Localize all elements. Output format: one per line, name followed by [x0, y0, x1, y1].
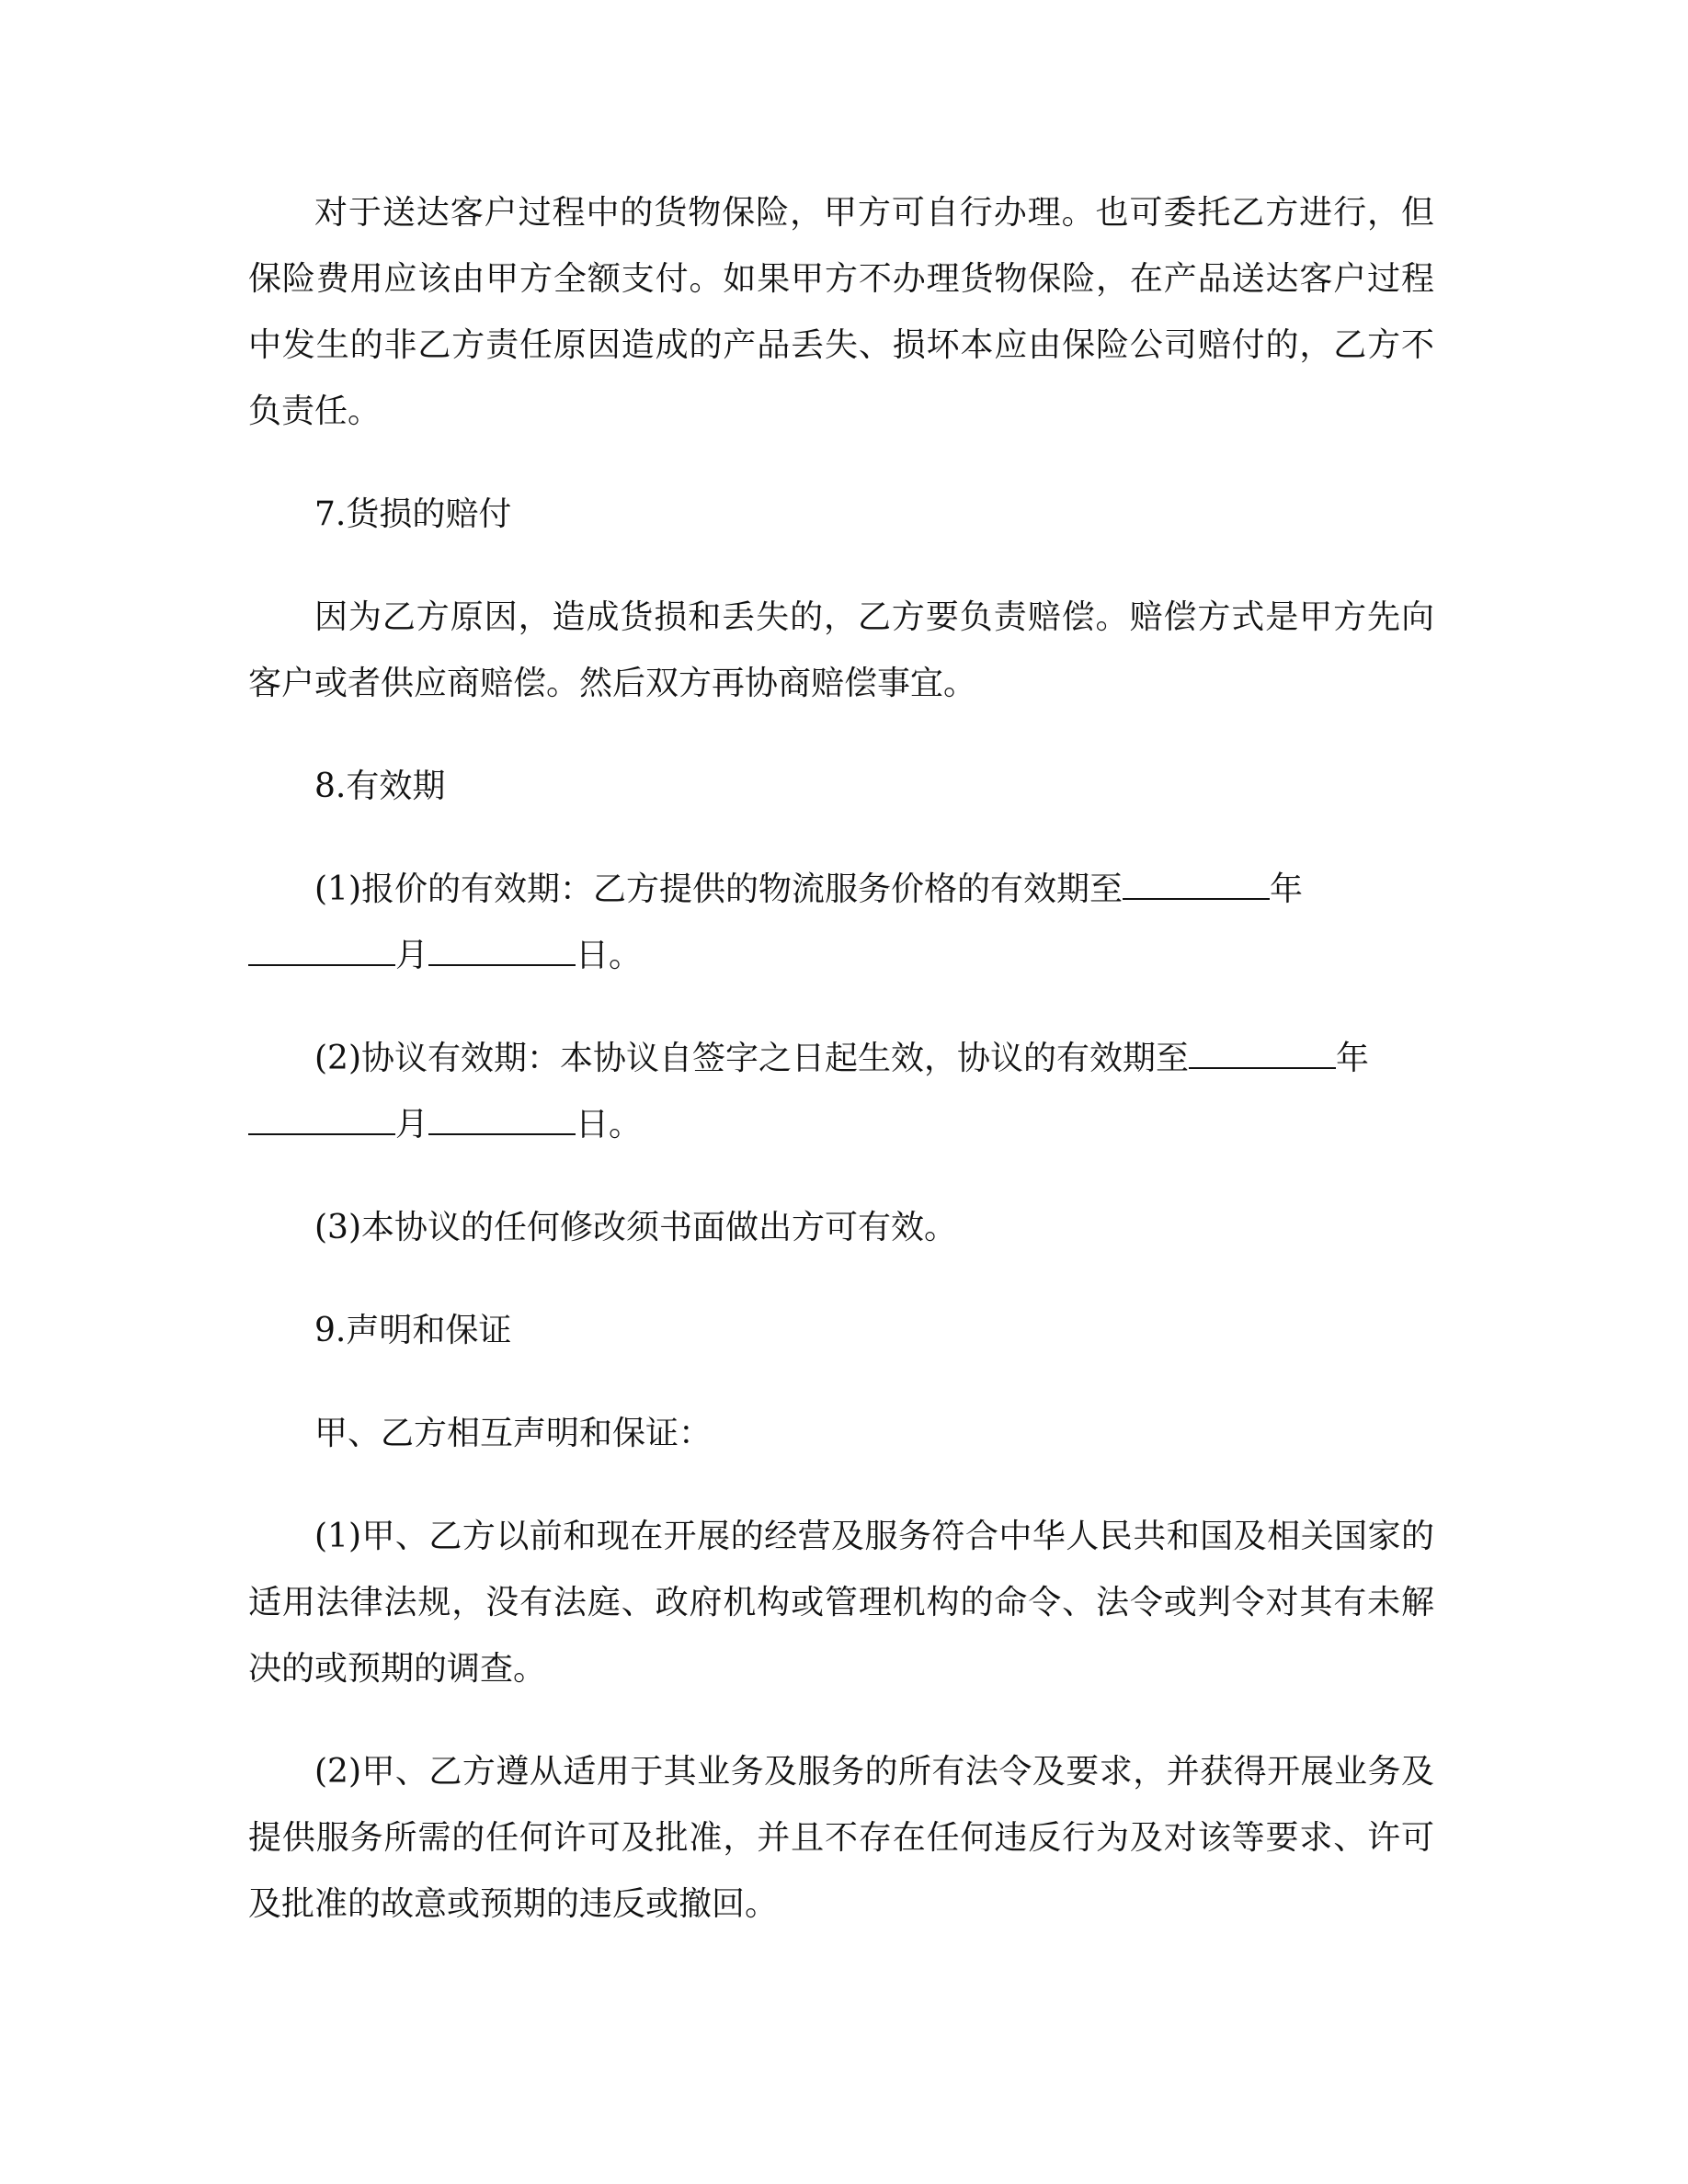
insurance-paragraph: 对于送达客户过程中的货物保险，甲方可自行办理。也可委托乙方进行，但保险费用应该由甲方全额支付。如果甲方不办理货物保险，在产品送达客户过程中发生的非乙方责任原因造成的产品丢失、损坏本应由保险公司赔付的，乙方不负责任。 [248, 194, 1434, 430]
damage-compensation-paragraph: 因为乙方原因，造成货损和丢失的，乙方要负责赔偿。赔偿方式是甲方先向客户或者供应商赔偿。然后双方再协商赔偿事宜。 [248, 598, 1434, 702]
month-label: 月 [395, 1106, 429, 1143]
declaration-clause-2: (2)甲、乙方遵从适用于其业务及服务的所有法令及要求，并获得开展业务及提供服务所需的任何许可及批准，并且不存在任何违反行为及对该等要求、许可及批准的故意或预期的违反或撤回。 [248, 1753, 1434, 1923]
document-page [248, 180, 1434, 1974]
section-7-heading: 7.货损的赔付 [314, 495, 512, 533]
month-blank [248, 937, 395, 966]
agreement-validity-lead: (2)协议有效期：本协议自签字之日起生效，协议的有效期至 [314, 1040, 1189, 1077]
agreement-validity-date-line [248, 1092, 1434, 1158]
day-label: 日。 [576, 937, 643, 974]
quote-validity-lead: (1)报价的有效期：乙方提供的物流服务价格的有效期至 [314, 870, 1123, 908]
year-label: 年 [1270, 870, 1304, 908]
day-blank [428, 1106, 576, 1135]
quote-validity-date-line [248, 923, 1434, 989]
day-blank [428, 937, 576, 966]
declaration-intro: 甲、乙方相互声明和保证： [314, 1415, 713, 1452]
section-9-heading: 9.声明和保证 [314, 1312, 512, 1349]
month-blank [248, 1106, 395, 1135]
agreement-validity-clause [248, 1026, 1434, 1158]
year-label: 年 [1336, 1040, 1370, 1077]
declaration-clause-1: (1)甲、乙方以前和现在开展的经营及服务符合中华人民共和国及相关国家的适用法律法规，没有法庭、政府机构或管理机构的命令、法令或判令对其有未解决的或预期的调查。 [248, 1518, 1434, 1688]
quote-validity-clause [248, 857, 1434, 989]
month-label: 月 [395, 937, 429, 974]
year-blank [1123, 870, 1270, 900]
amendment-clause: (3)本协议的任何修改须书面做出方可有效。 [314, 1209, 957, 1246]
day-label: 日。 [576, 1106, 643, 1143]
section-8-heading: 8.有效期 [314, 768, 446, 805]
year-blank [1189, 1040, 1336, 1069]
